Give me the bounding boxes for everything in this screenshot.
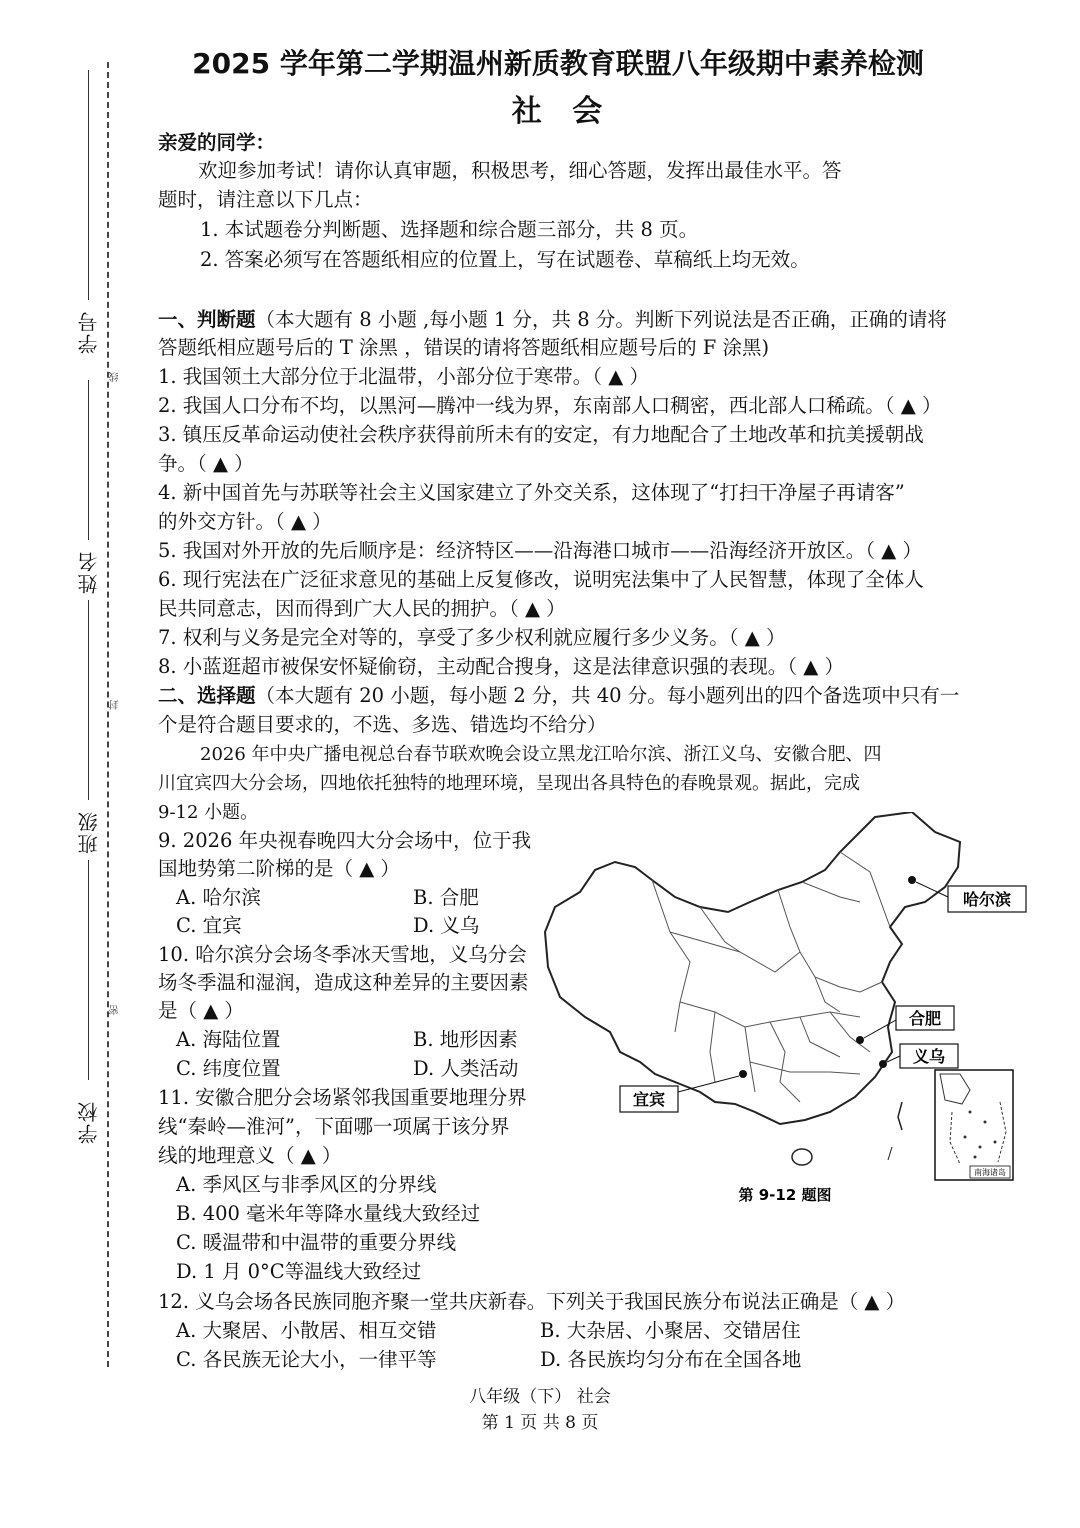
binding-dashed-line: [107, 62, 109, 1367]
footer-page-number: 第 1 页 共 8 页: [481, 1413, 599, 1433]
yiwu-label: 义乌: [912, 1047, 946, 1066]
binding-mark-secret: 密: [110, 1005, 121, 1015]
section1-desc-2: 答题纸相应题号后的 T 涂黑 ，错误的请将答题纸相应题号后的 F 涂黑): [158, 336, 770, 359]
question-4-line-1: 4. 新中国首先与苏联等社会主义国家建立了外交关系，这体现了“打扫干净屋子再请客”: [158, 481, 905, 504]
question-1: 1. 我国领土大部分位于北温带，小部分位于寒带。（ ▲ ）: [158, 365, 649, 388]
greeting: 亲爱的同学：: [158, 131, 276, 154]
intro-paragraph-2: 题时，请注意以下几点：: [158, 188, 373, 211]
section2-desc-2: 个是符合题目要求的，不选、多选、错选均不给分）: [158, 713, 607, 736]
q11-option-a: A. 季风区与非季风区的分界线: [176, 1173, 437, 1196]
subject-title: 社 会: [511, 94, 613, 129]
question-2: 2. 我国人口分布不均，以黑河—腾冲一线为界，东南部人口稠密，西北部人口稀疏。（ ▲ ）: [158, 394, 942, 417]
question-10-line-1: 10. 哈尔滨分会场冬季冰天雪地，义乌分会: [158, 943, 527, 966]
hefei-marker: [856, 1036, 864, 1044]
q12-option-d: D. 各民族均匀分布在全国各地: [540, 1348, 802, 1371]
question-11-line-2: 线“秦岭—淮河”，下面哪一项属于该分界: [158, 1115, 510, 1138]
name-label: 姓名: [77, 550, 101, 594]
note-1: 1. 本试题卷分判断题、选择题和综合题三部分，共 8 页。: [200, 218, 699, 241]
q12-option-c: C. 各民族无论大小，一律平等: [176, 1348, 437, 1371]
china-map: [540, 812, 1030, 1212]
name-field[interactable]: [88, 600, 89, 800]
q10-option-d: D. 人类活动: [413, 1057, 519, 1080]
south-china-sea-inset: [935, 1070, 1013, 1180]
section1-intro: [158, 305, 947, 334]
section2-desc: （本大题有 20 小题，每小题 2 分，共 40 分。每小题列出的四个备选项中只有一: [255, 684, 960, 707]
q10-option-b: B. 地形因素: [413, 1028, 518, 1051]
harbin-marker: [908, 876, 916, 884]
harbin-label: 哈尔滨: [962, 890, 1012, 909]
question-6-line-2: 民共同意志，因而得到广大人民的拥护。（ ▲ ）: [158, 597, 566, 620]
q12-option-b: B. 大杂居、小聚居、交错居住: [540, 1319, 801, 1342]
q9-option-b: B. 合肥: [413, 886, 479, 909]
section2-intro: [158, 681, 959, 710]
q12-option-a: A. 大聚居、小散居、相互交错: [176, 1319, 437, 1342]
section2-heading: 二、选择题: [158, 684, 256, 707]
yiwu-marker: [879, 1060, 887, 1068]
question-6-line-1: 6. 现行宪法在广泛征求意见的基础上反复修改，说明宪法集中了人民智慧，体现了全体人: [158, 568, 924, 591]
footer-grade: 八年级（下） 社会: [469, 1387, 611, 1407]
q11-option-d: D. 1 月 0°C等温线大致经过: [176, 1260, 422, 1283]
material-line-3: 9-12 小题。: [158, 802, 259, 823]
yibin-marker: [739, 1070, 747, 1078]
sea-line: [888, 1147, 892, 1160]
hefei-label: 合肥: [908, 1009, 942, 1028]
question-4-line-2: 的外交方针。（ ▲ ）: [158, 510, 332, 533]
binding-mark-seal: 封: [110, 700, 121, 710]
question-10-line-3: 是（ ▲ ）: [158, 999, 244, 1022]
q11-option-c: C. 暖温带和中温带的重要分界线: [176, 1231, 457, 1254]
question-12: 12. 义乌会场各民族同胞齐聚一堂共庆新春。下列关于我国民族分布说法正确是（ ▲ ）: [158, 1290, 906, 1313]
question-9-line-1: 9. 2026 年央视春晚四大分会场中，位于我: [158, 829, 532, 852]
question-5: 5. 我国对外开放的先后顺序是：经济特区——沿海港口城市——沿海经济开放区。（ ▲ ）: [158, 539, 922, 562]
q9-option-a: A. 哈尔滨: [176, 886, 261, 909]
section1-desc: （本大题有 8 小题 ,每小题 1 分，共 8 分。判断下列说法是否正确，正确的请将: [255, 308, 947, 331]
question-7: 7. 权利与义务是完全对等的，享受了多少权利就应履行多少义务。（ ▲ ）: [158, 626, 786, 649]
q11-option-b: B. 400 毫米年等降水量线大致经过: [176, 1202, 481, 1225]
q9-option-c: C. 宜宾: [176, 914, 242, 937]
taiwan-island: [898, 1102, 902, 1130]
question-3-line-2: 争。（ ▲ ）: [158, 452, 254, 475]
yibin-label: 宜宾: [632, 1090, 666, 1109]
class-label: 班级: [77, 810, 101, 854]
q10-option-a: A. 海陆位置: [176, 1028, 281, 1051]
binding-mark-line: 线: [110, 372, 121, 382]
material-line-2: 川宜宾四大分会场，四地依托独特的地理环境，呈现出各具特色的春晚景观。据此，完成: [158, 773, 860, 794]
student-id-label: 学号: [77, 310, 101, 354]
name-line-top: [88, 380, 89, 540]
note-2: 2. 答案必须写在答题纸相应的位置上，写在试题卷、草稿纸上均无效。: [200, 248, 810, 271]
intro-paragraph-1: 欢迎参加考试！请你认真审题，积极思考，细心答题，发挥出最佳水平。答: [198, 159, 842, 182]
map-caption: 第 9-12 题图: [738, 1186, 832, 1204]
exam-title: 2025 学年第二学期温州新质教育联盟八年级期中素养检测: [192, 47, 924, 80]
class-field[interactable]: [88, 860, 89, 1080]
question-11-line-3: 线的地理意义（ ▲ ）: [158, 1144, 342, 1167]
section1-heading: 一、判断题: [158, 308, 256, 331]
q10-option-c: C. 纬度位置: [176, 1057, 281, 1080]
school-label: 学校: [77, 1100, 101, 1144]
hainan-island: [792, 1149, 812, 1165]
inset-label: 南海诸岛: [974, 1168, 1006, 1177]
question-3-line-1: 3. 镇压反革命运动使社会秩序获得前所未有的安定，有力地配合了土地改革和抗美援朝战: [158, 423, 924, 446]
question-11-line-1: 11. 安徽合肥分会场紧邻我国重要地理分界: [158, 1086, 527, 1109]
q9-option-d: D. 义乌: [413, 914, 480, 937]
question-9-line-2: 国地势第二阶梯的是（ ▲ ）: [158, 857, 400, 880]
question-10-line-2: 场冬季温和湿润，造成这种差异的主要因素: [158, 971, 529, 994]
material-line-1: 2026 年中央广播电视总台春节联欢晚会设立黑龙江哈尔滨、浙江义乌、安徽合肥、四: [200, 744, 882, 765]
question-8: 8. 小蓝逛超市被保安怀疑偷窃，主动配合搜身，这是法律意识强的表现。（ ▲ ）: [158, 655, 844, 678]
